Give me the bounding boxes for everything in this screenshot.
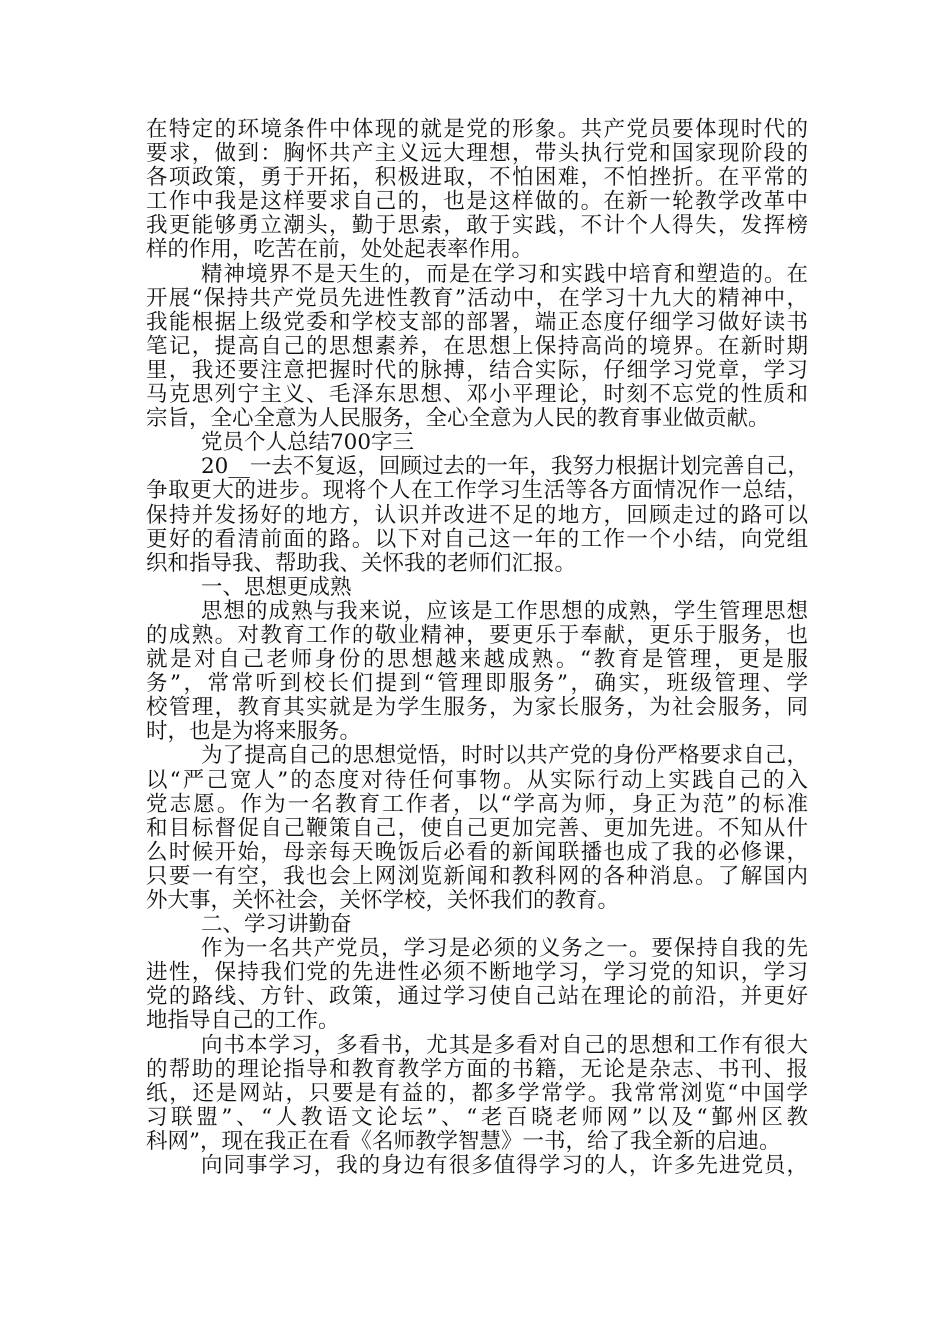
text-line: 务”，常常听到校长们提到“管理即服务”，确实，班级管理、学 [146, 671, 808, 697]
text-line: 宗旨，全心全意为人民服务，全心全意为人民的教育事业做贡献。 [146, 406, 770, 432]
text-line: 校管理，教育其实就是为学生服务，为家长服务，为社会服务，同 [146, 695, 808, 721]
text-line: 以“严己宽人”的态度对待任何事物。从实际行动上实践自己的入 [146, 767, 808, 793]
text-line: 样的作用，吃苦在前，处处起表率作用。 [146, 237, 534, 263]
text-line: 的成熟。对教育工作的敬业精神，要更乐于奉献，更乐于服务，也 [146, 622, 808, 648]
text-line: 地指导自己的工作。 [146, 1008, 340, 1034]
text-line: 时，也是为将来服务。 [146, 719, 362, 745]
body-paragraph [146, 744, 808, 913]
text-line: 就是对自己老师身份的思想越来越成熟。“教育是管理，更是服 [146, 647, 808, 673]
text-line: 向书本学习，多看书，尤其是多看对自己的思想和工作有很大 [201, 1032, 808, 1058]
text-line: 和目标督促自己鞭策自己，使自己更加完善、更加先进。不知从什 [146, 815, 808, 841]
text-line: 争取更大的进步。现将个人在工作学习生活等各方面情况作一总结， [146, 478, 808, 504]
text-line: 党的路线、方针、政策，通过学习使自己站在理论的前沿，并更好 [146, 984, 808, 1010]
text-line: 习联盟”、“人教语文论坛”、“老百晓老师网”以及“鄞州区教 [146, 1104, 808, 1130]
body-paragraph [146, 600, 808, 745]
heading-text: 一、思想更成熟 [201, 574, 352, 600]
section-heading [146, 576, 808, 600]
body-paragraph [146, 118, 808, 263]
text-line: 在特定的环境条件中体现的就是党的形象。共产党员要体现时代的 [146, 117, 808, 142]
text-line: 党志愿。作为一名教育工作者，以“学高为师，身正为范”的标准 [146, 791, 808, 817]
text-line: 么时候开始，母亲每天晚饭后必看的新闻联播也成了我的必修课， [146, 839, 808, 865]
text-line: 工作中我是这样要求自己的，也是这样做的。在新一轮教学改革中 [146, 189, 808, 215]
text-line: 进性，保持我们党的先进性必须不断地学习，学习党的知识，学习 [146, 960, 808, 986]
section-heading [146, 913, 808, 937]
text-line: 外大事，关怀社会，关怀学校，关怀我们的教育。 [146, 888, 620, 913]
body-paragraph [146, 1154, 808, 1178]
text-line: 开展“保持共产党员先进性教育”活动中，在学习十九大的精神中， [146, 285, 808, 311]
document-page [146, 118, 808, 1178]
text-line: 精神境界不是天生的，而是在学习和实践中培育和塑造的。在 [201, 261, 808, 287]
text-line: 各项政策，勇于开拓，积极进取，不怕困难，不怕挫折。在平常的 [146, 165, 808, 191]
text-line: 的帮助的理论指导和教育教学方面的书籍，无论是杂志、书刊、报 [146, 1056, 808, 1082]
text-line: 马克思列宁主义、毛泽东思想、邓小平理论，时刻不忘党的性质和 [146, 382, 808, 408]
body-paragraph [146, 1034, 808, 1154]
heading-text: 党员个人总结700字三 [201, 430, 415, 456]
text-line: 科网”，现在我正在看《名师教学智慧》一书，给了我全新的启迪。 [146, 1128, 781, 1154]
text-line: 只要一有空，我也会上网浏览新闻和教科网的各种消息。了解国内 [146, 863, 808, 889]
text-line: 要求，做到：胸怀共产主义远大理想，带头执行党和国家现阶段的 [146, 141, 808, 167]
text-line: 保持并发扬好的地方，认识并改进不足的地方，回顾走过的路可以 [146, 502, 808, 528]
text-line: 我更能够勇立潮头，勤于思索，敢于实践，不计个人得失，发挥榜 [146, 213, 808, 239]
text-line: 笔记，提高自己的思想素养，在思想上保持高尚的境界。在新时期 [146, 333, 808, 359]
text-line: 思想的成熟与我来说，应该是工作思想的成熟，学生管理思想 [201, 598, 808, 624]
text-line: 里，我还要注意把握时代的脉搏，结合实际，仔细学习党章，学习 [146, 357, 808, 383]
section-heading [146, 431, 808, 455]
text-line: 织和指导我、帮助我、关怀我的老师们汇报。 [146, 550, 577, 576]
body-paragraph [146, 263, 808, 432]
text-line: 纸，还是网站，只要是有益的，都多学常学。我常常浏览“中国学 [146, 1080, 808, 1106]
text-line: 为了提高自己的思想觉悟，时时以共产党的身份严格要求自己， [201, 743, 808, 769]
text-line: 更好的看清前面的路。以下对自己这一年的工作一个小结，向党组 [146, 526, 808, 552]
text-line: 作为一名共产党员，学习是必须的义务之一。要保持自我的先 [201, 936, 808, 962]
body-paragraph [146, 937, 808, 1033]
text-line: 向同事学习，我的身边有很多值得学习的人，许多先进党员， [201, 1153, 808, 1179]
body-paragraph [146, 455, 808, 575]
heading-text: 二、学习讲勤奋 [201, 912, 352, 938]
text-line: 20__一去不复返，回顾过去的一年，我努力根据计划完善自己， [201, 454, 809, 480]
text-line: 我能根据上级党委和学校支部的部署，端正态度仔细学习做好读书 [146, 309, 808, 335]
